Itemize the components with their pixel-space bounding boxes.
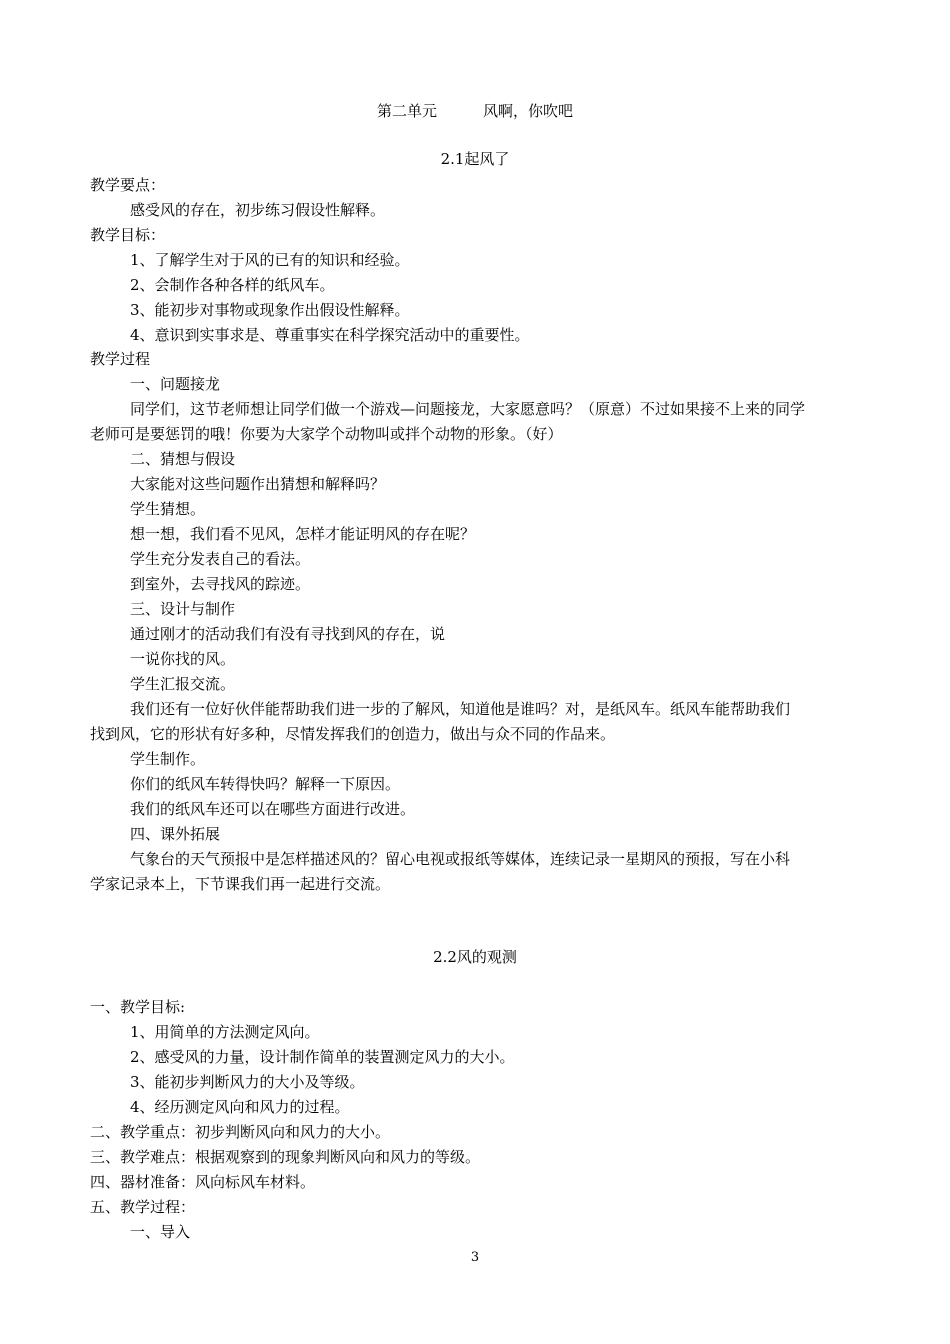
difficulty-line: 三、教学难点：根据观察到的现象判断风向和风力的等级。: [90, 1148, 481, 1166]
section-2-title: 2.2风的观测: [433, 948, 517, 966]
goal-item: 1、了解学生对于风的已有的知识和经验。: [130, 251, 410, 269]
text-line: 学生制作。: [130, 750, 206, 768]
section-1-title: 2.1起风了: [440, 150, 510, 168]
paragraph-line: 学家记录本上，下节课我们再一起进行交流。: [90, 875, 391, 893]
unit-title: [0, 99, 950, 123]
step-title: 一、导入: [130, 1223, 191, 1241]
step-title: 三、设计与制作: [130, 600, 236, 618]
text-line: 想一想，我们看不见风，怎样才能证明风的存在呢？: [130, 525, 476, 543]
text-line: 学生汇报交流。: [130, 675, 236, 693]
text-line: 到室外，去寻找风的踪迹。: [130, 575, 311, 593]
goals-label: 一、教学目标:: [90, 998, 186, 1016]
paragraph-line: 我们还有一位好伙伴能帮助我们进一步的了解风，知道他是谁吗？对，是纸风车。纸风车能帮助我们: [130, 700, 791, 718]
step-title: 二、猜想与假设: [130, 450, 236, 468]
text-line: 学生猜想。: [130, 500, 206, 518]
key-point-line: 二、教学重点：初步判断风向和风力的大小。: [90, 1123, 391, 1141]
text-line: 大家能对这些问题作出猜想和解释吗？: [130, 475, 386, 493]
page-number: 3: [470, 1250, 480, 1265]
goal-item: 3、能初步对事物或现象作出假设性解释。: [130, 301, 410, 319]
goal-item: 4、意识到实事求是、尊重事实在科学探究活动中的重要性。: [130, 326, 530, 344]
unit-title-unit: 第二单元: [376, 102, 437, 120]
materials-line: 四、器材准备：风向标风车材料。: [90, 1173, 316, 1191]
goal-item: 2、会制作各种各样的纸风车。: [130, 276, 335, 294]
key-points-text: 感受风的存在，初步练习假设性解释。: [130, 201, 386, 219]
paragraph-line: 同学们，这节老师想让同学们做一个游戏—问题接龙，大家愿意吗？（原意）不过如果接不上来的同学: [130, 400, 806, 418]
goal-item: 4、经历测定风向和风力的过程。: [130, 1098, 350, 1116]
text-line: 一说你找的风。: [130, 650, 236, 668]
goal-item: 3、能初步判断风力的大小及等级。: [130, 1073, 365, 1091]
text-line: 我们的纸风车还可以在哪些方面进行改进。: [130, 800, 416, 818]
paragraph-line: 气象台的天气预报中是怎样描述风的？留心电视或报纸等媒体，连续记录一星期风的预报，写在小科: [130, 850, 791, 868]
goals-label: 教学目标：: [90, 226, 166, 244]
step-title: 一、问题接龙: [130, 375, 221, 393]
goal-item: 1、用简单的方法测定风向。: [130, 1023, 320, 1041]
text-line: 你们的纸风车转得快吗？解释一下原因。: [130, 775, 401, 793]
text-line: 通过刚才的活动我们有没有寻找到风的存在，说: [130, 625, 446, 643]
paragraph-line: 找到风，它的形状有好多种，尽情发挥我们的创造力，做出与众不同的作品来。: [90, 725, 616, 743]
paragraph-line: 老师可是要惩罚的哦！你要为大家学个动物叫或拌个动物的形象。（好）: [90, 425, 563, 443]
unit-title-theme: 风啊，你吹吧: [483, 102, 574, 120]
process-label: 五、教学过程：: [90, 1198, 196, 1216]
goal-item: 2、感受风的力量，设计制作简单的装置测定风力的大小。: [130, 1048, 515, 1066]
key-points-label: 教学要点：: [90, 176, 166, 194]
process-label: 教学过程: [90, 350, 151, 368]
text-line: 学生充分发表自己的看法。: [130, 550, 311, 568]
step-title: 四、课外拓展: [130, 825, 221, 843]
